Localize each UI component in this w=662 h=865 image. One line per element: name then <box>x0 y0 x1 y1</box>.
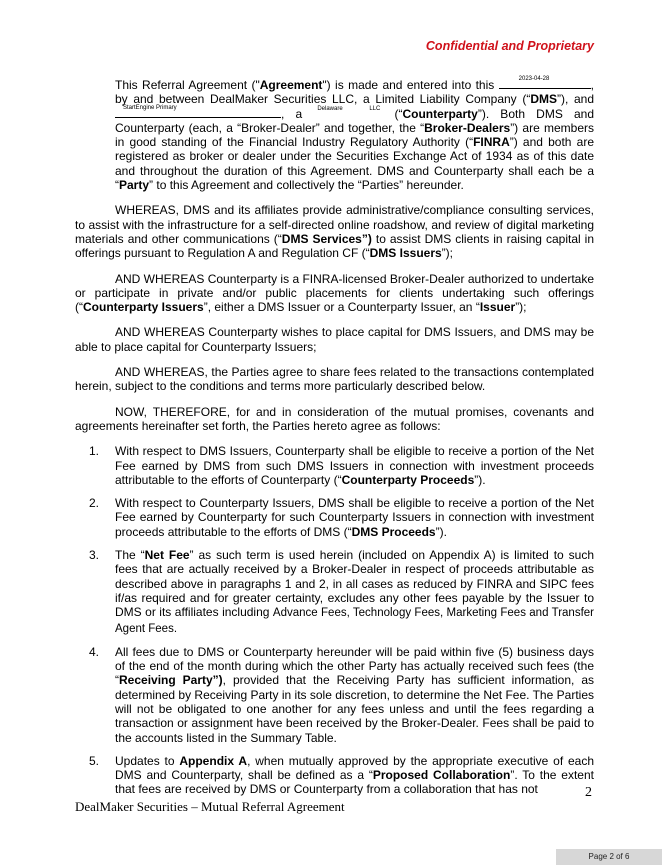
confidential-label: Confidential and Proprietary <box>425 39 594 53</box>
footer-title: DealMaker Securities – Mutual Referral Agreement <box>75 799 345 814</box>
clause-item: 5. Updates to Appendix A, when mutually approved by the appropriate executive of each DMS and Counterparty, shall be defined as a “Proposed Collaboration”. To the extent that fees are received by DMS or Counterparty from a collaboration that has not <box>89 753 595 797</box>
page-number: 2 <box>585 785 592 800</box>
clause-item: 2. With respect to Counterparty Issuers, DMS shall be eligible to receive a portion of the Net Fee earned by Counterparty for such Counterparty Issuers in connection with investment proceeds attributable to the efforts of DMS (“DMS Proceeds”). <box>89 496 594 539</box>
clauses-list <box>75 444 594 797</box>
state-field[interactable]: Delaware LLC <box>317 105 381 112</box>
clause-item: 4. All fees due to DMS or Counterparty hereunder will be paid within five (5) business days of the end of the month during which the other Party has actually received such fees (the “Receiving Party”), provided that the Receiving Party has sufficient information, as determined by Receiving Party in its sole discretion, to determine the Net Fee. The Parties will not be obligated to one another for any fees unless and until the fees regarding a transaction or assignment have been received by the Broker-Dealer. Fees shall be paid to the accounts listed in the Summary Table. <box>89 644 594 745</box>
whereas-paragraph-1: WHEREAS, DMS and its affiliates provide administrative/compliance consulting services, to assist with the infrastructure for a self-directed online roadshow, and review of digital marketing materials and other communications (“DMS Services”) to assist DMS clients in raising capital in offerings pursuant to Regulation A and Regulation CF (“DMS Issuers”); <box>75 203 595 261</box>
intro-paragraph: This Referral Agreement ("Agreement") is made and entered into this 2023-04-28 , by and between DealMaker Securities LLC, a Limited Liability Company (“DMS”), and StartEngine Primary , a Delaware LLC (“Counterparty”). Both DMS and Counterparty (each, a “Broker-Dealer” and together, the “Broker-Dealers”) are members in good standing of the Financial Industry Regulatory Authority (“FINRA”) and both are registered as broker or dealer under the Securities Exchange Act of 1934 as of this date and throughout the duration of this Agreement. DMS and Counterparty shall each be a “Party” to this Agreement and collectively the “Parties” hereunder. <box>115 76 595 193</box>
whereas-paragraph-2: AND WHEREAS Counterparty is a FINRA-licensed Broker-Dealer authorized to undertake or participate in private and/or public placements for clients undertaking such offerings (“Counterparty Issuers”, either a DMS Issuer or a Counterparty Issuer, an “Issuer”); <box>75 271 594 315</box>
whereas-paragraph-3: AND WHEREAS Counterparty wishes to place capital for DMS Issuers, and DMS may be able to place capital for Counterparty Issuers; <box>75 325 594 354</box>
page-indicator: Page 2 of 6 <box>556 849 662 865</box>
whereas-paragraph-4: AND WHEREAS, the Parties agree to share fees related to the transactions contemplated herein, subject to the conditions and terms more particularly described below. <box>75 365 594 394</box>
clause-item: 3. The “Net Fee” as such term is used herein (included on Appendix A) is limited to such fees that are actually received by a Broker-Dealer in respect of proceeds attributable as described above in paragraphs 1 and 2, in all cases as reduced by FINRA and SIPC fees if/as required and for greater certainty, excludes any other fees payable by the Issuer to DMS or its affiliates including Advance Fees, Technology Fees, Marketing Fees and Transfer Agent Fees. <box>89 548 594 635</box>
date-field[interactable]: 2023-04-28 <box>499 78 591 89</box>
counterparty-name-field[interactable]: StartEngine Primary <box>115 107 281 118</box>
document-body <box>75 66 594 806</box>
clause-item: 1. With respect to DMS Issuers, Counterparty shall be eligible to receive a portion of the Net Fee earned by DMS from such DMS Issuers in connection with investment proceeds attributable to the efforts of Counterparty (“Counterparty Proceeds”). <box>89 444 594 487</box>
now-therefore-paragraph: NOW, THEREFORE, for and in consideration of the mutual promises, covenants and agreements hereinafter set forth, the Parties hereto agree as follows: <box>75 404 594 433</box>
